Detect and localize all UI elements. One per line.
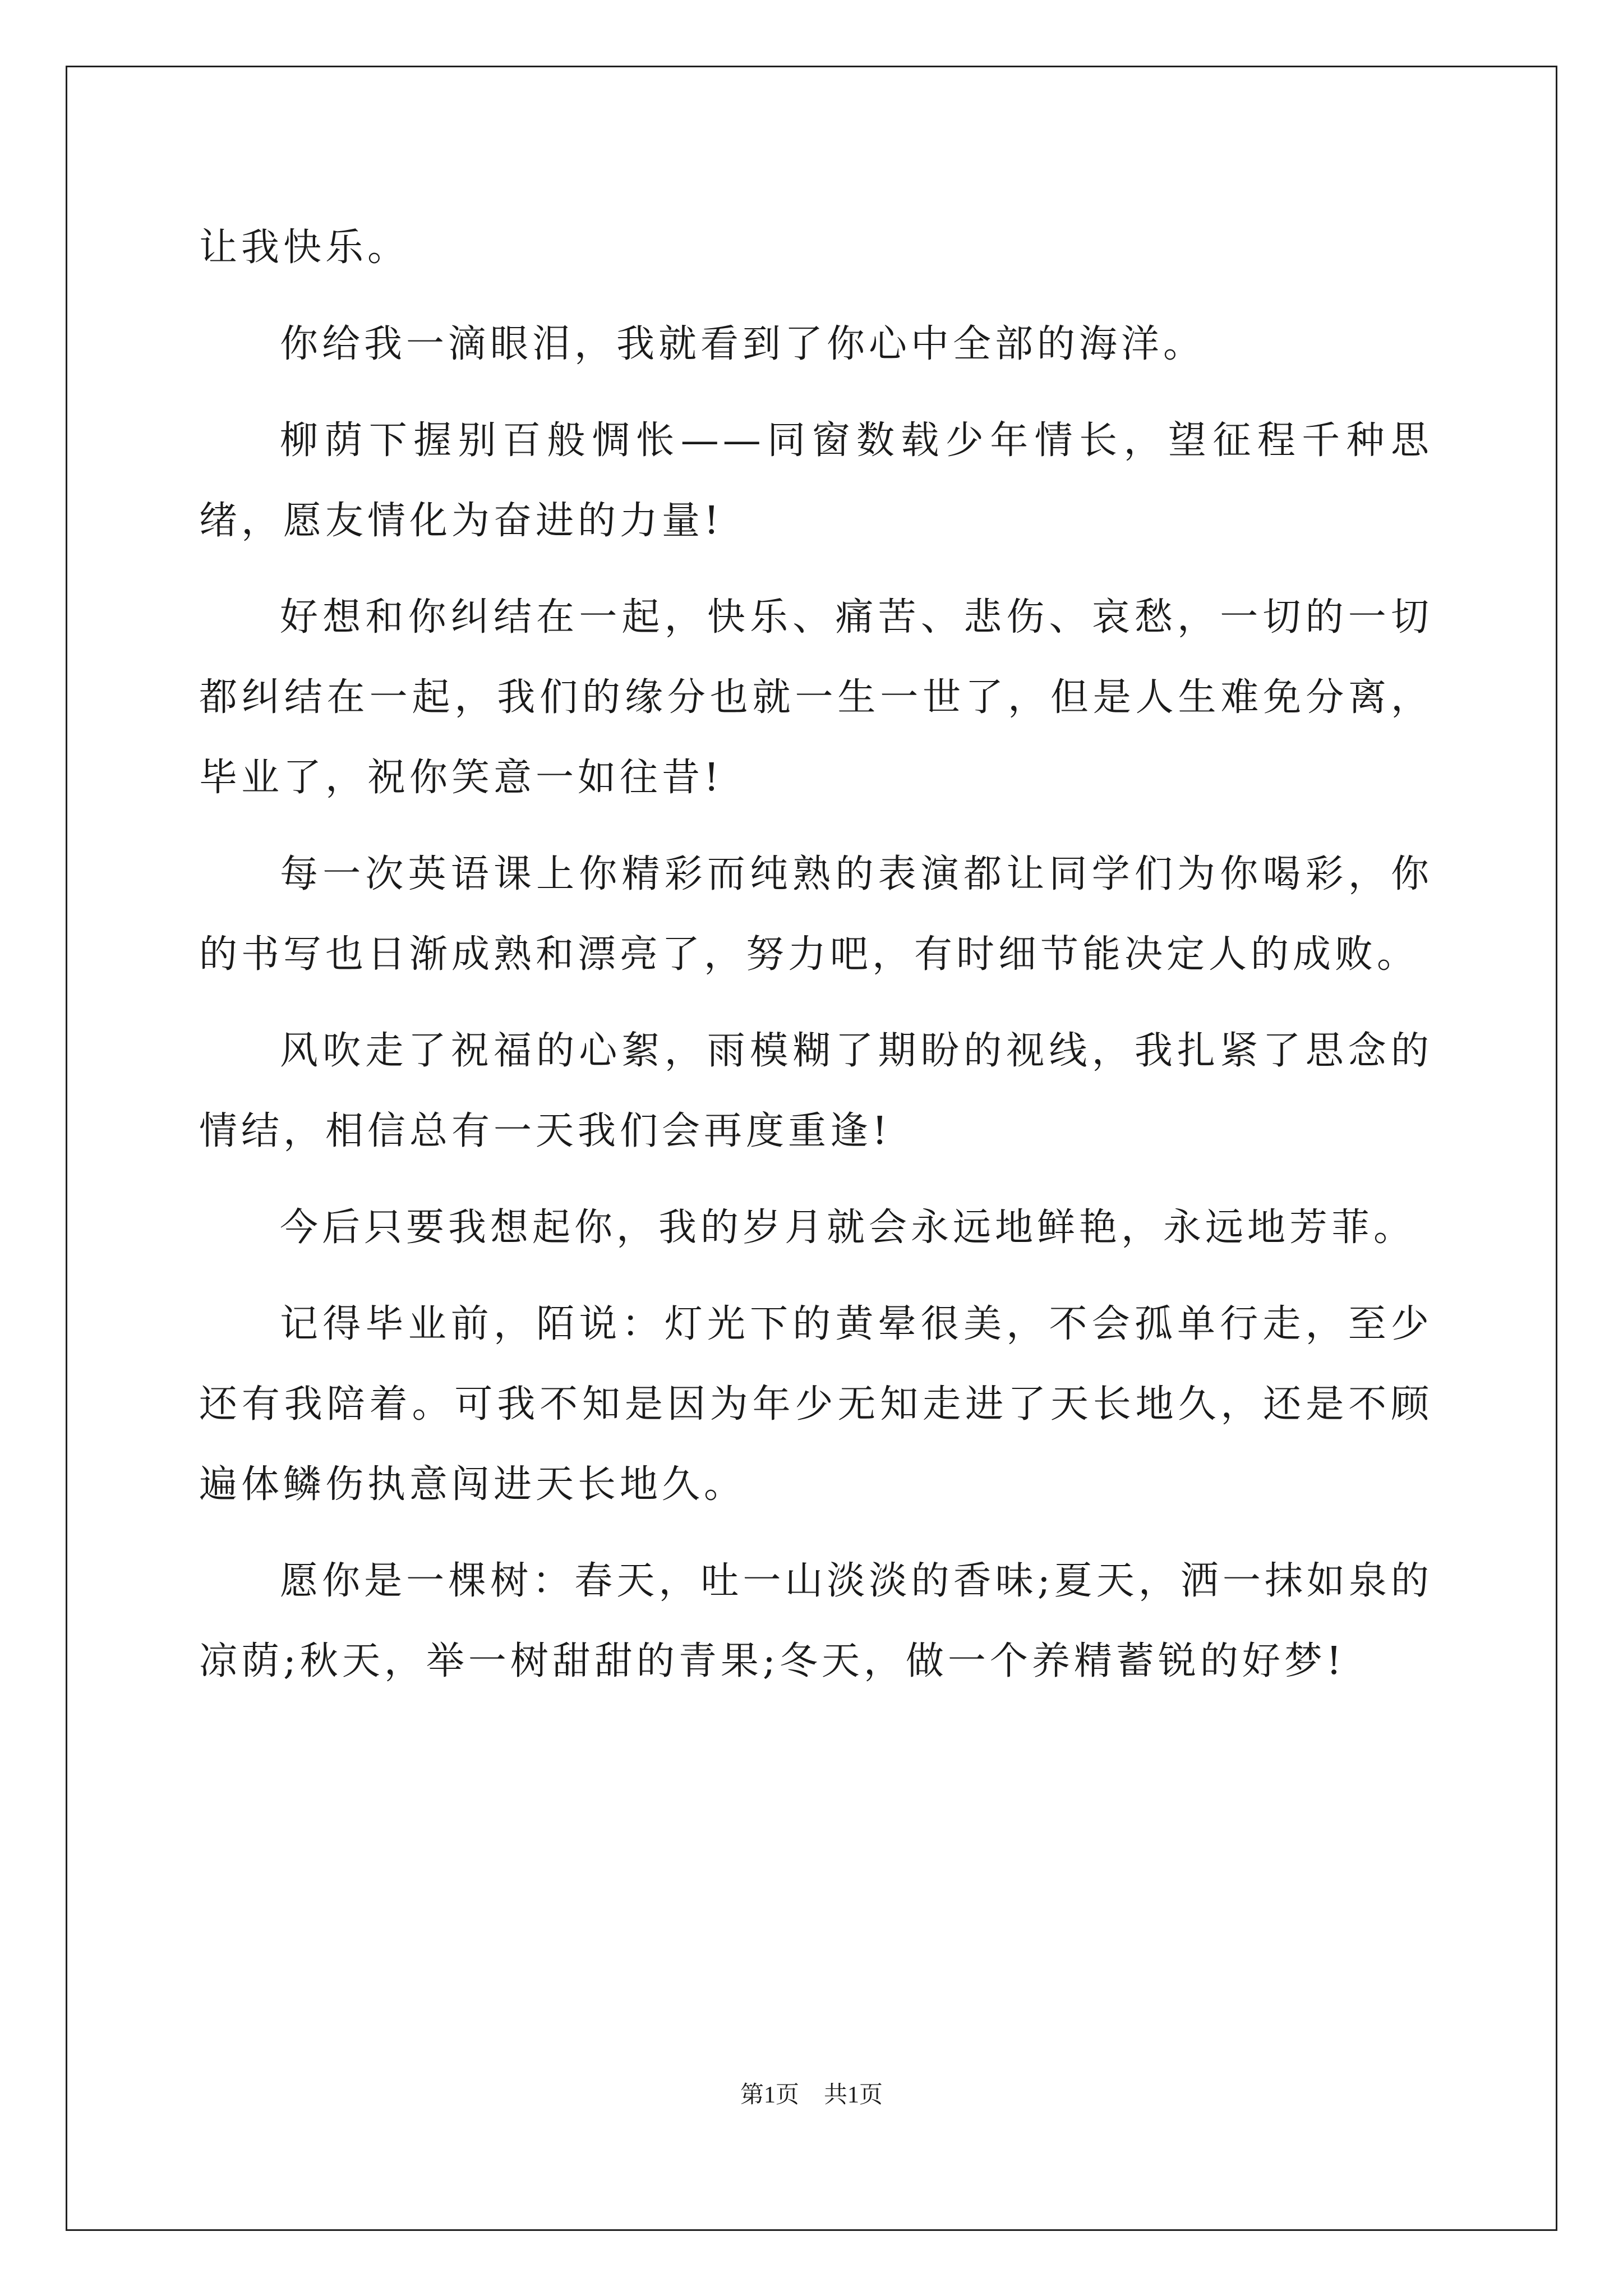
paragraph: 每一次英语课上你精彩而纯熟的表演都让同学们为你喝彩，你的书写也日渐成熟和漂亮了，努力吧，有时细节能决定人的成败。 [199,852,1433,977]
paragraph-continuation: 让我快乐。 [199,226,410,270]
paragraph: 风吹走了祝福的心絮，雨模糊了期盼的视线，我扎紧了思念的情结，相信总有一天我们会再度重逢! [199,1029,1433,1153]
paragraph: 柳荫下握别百般惆怅——同窗数载少年情长，望征程千种思绪，愿友情化为奋进的力量! [199,418,1433,543]
page-number-current: 第1页 [740,2082,799,2108]
paragraph: 记得毕业前，陌说：灯光下的黄晕很美，不会孤单行走，至少还有我陪着。可我不知是因为年少无知走进了天长地久，还是不顾遍体鳞伤执意闯进天长地久。 [199,1302,1433,1507]
page-number-total: 共1页 [824,2082,883,2108]
paragraph: 你给我一滴眼泪，我就看到了你心中全部的海洋。 [280,322,1206,366]
paragraph: 好想和你纠结在一起，快乐、痛苦、悲伤、哀愁，一切的一切都纠结在一起，我们的缘分也就一生一世了，但是人生难免分离，毕业了，祝你笑意一如往昔! [199,595,1433,800]
paragraph: 今后只要我想起你，我的岁月就会永远地鲜艳，永远地芳菲。 [280,1205,1416,1250]
document-body [199,208,1433,1718]
page-footer [0,2078,1623,2112]
paragraph: 愿你是一棵树：春天，吐一山淡淡的香味;夏天，洒一抹如泉的凉荫;秋天，举一树甜甜的青果;冬天，做一个养精蓄锐的好梦! [199,1559,1433,1683]
